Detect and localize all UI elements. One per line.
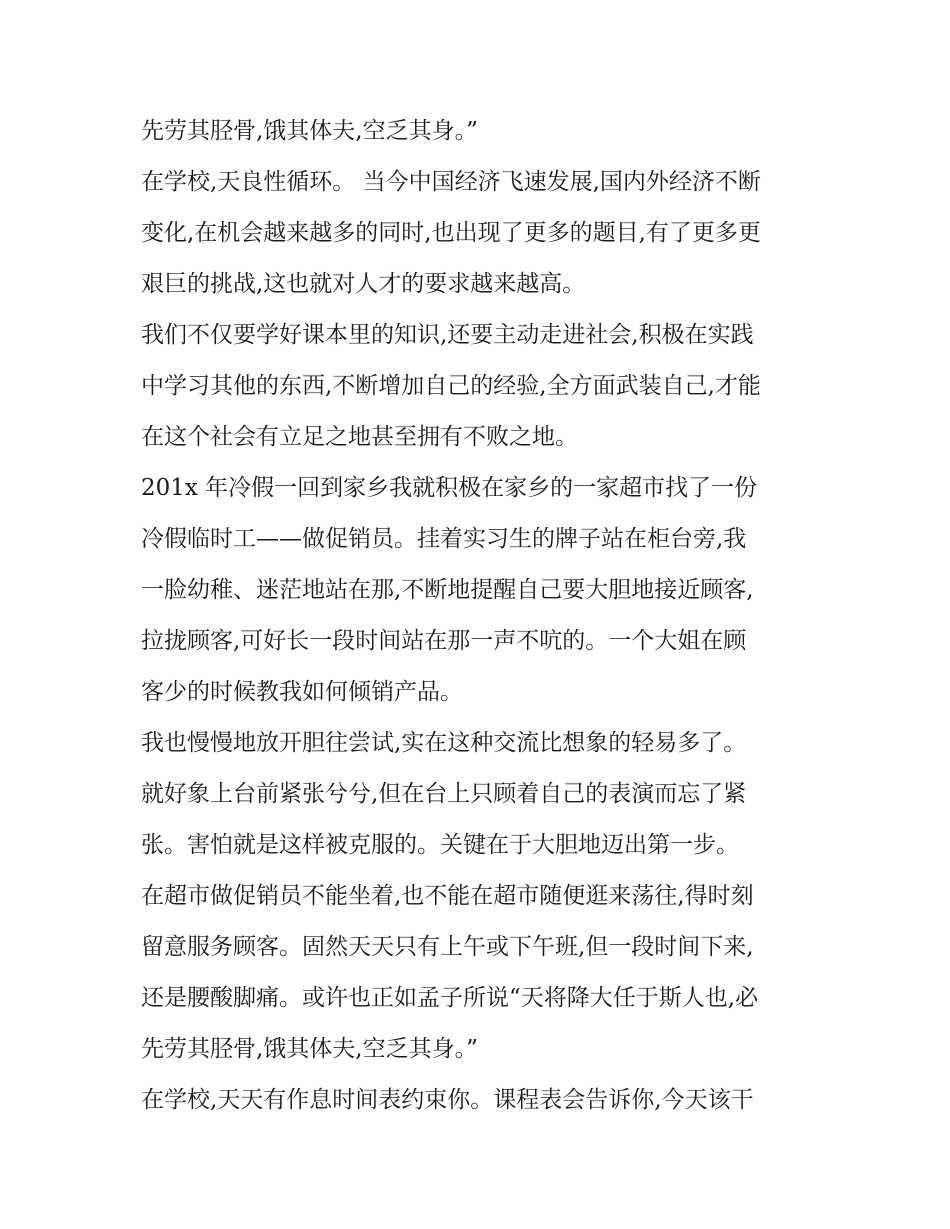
text-line: 拉拢顾客,可好长一段时间站在那一声不吭的。一个大姐在顾 bbox=[141, 628, 747, 654]
text-line: 留意服务顾客。固然天天只有上午或下午班,但一段时间下来, bbox=[141, 934, 754, 960]
text-line: 艰巨的挑战,这也就对人才的要求越来越高。 bbox=[141, 271, 586, 297]
text-line: 先劳其胫骨,饿其体夫,空乏其身。” bbox=[141, 118, 478, 144]
text-line: 在这个社会有立足之地甚至拥有不败之地。 bbox=[141, 424, 578, 450]
text-line: 客少的时候教我如何倾销产品。 bbox=[141, 679, 463, 705]
text-line: 201x 年冷假一回到家乡我就积极在家乡的一家超市找了一份 bbox=[141, 475, 758, 501]
text-line: 就好象上台前紧张兮兮,但在台上只顾着自己的表演而忘了紧 bbox=[141, 781, 747, 807]
text-line: 张。害怕就是这样被克服的。关键在于大胆地迈出第一步。 bbox=[141, 832, 739, 858]
text-line: 在学校,天天有作息时间表约束你。课程表会告诉你,今天该干 bbox=[141, 1087, 754, 1113]
text-line: 还是腰酸脚痛。或许也正如孟子所说“天将降大任于斯人也,必 bbox=[141, 985, 759, 1011]
text-line: 我也慢慢地放开胆往尝试,实在这种交流比想象的轻易多了。 bbox=[141, 730, 747, 756]
text-line: 在超市做促销员不能坐着,也不能在超市随便逛来荡往,得时刻 bbox=[141, 883, 754, 909]
text-line: 在学校,天良性循环。 当今中国经济飞速发展,国内外经济不断 bbox=[141, 169, 761, 195]
text-line: 一脸幼稚、迷茫地站在那,不断地提醒自己要大胆地接近顾客, bbox=[141, 577, 754, 603]
text-line: 中学习其他的东西,不断增加自己的经验,全方面武装自己,才能 bbox=[141, 373, 761, 399]
text-line: 先劳其胫骨,饿其体夫,空乏其身。” bbox=[141, 1036, 478, 1062]
text-line: 变化,在机会越来越多的同时,也出现了更多的题目,有了更多更 bbox=[141, 220, 761, 246]
text-line: 我们不仅要学好课本里的知识,还要主动走进社会,积极在实践 bbox=[141, 322, 754, 348]
text-line: 冷假临时工——做促销员。挂着实习生的牌子站在柜台旁,我 bbox=[141, 526, 747, 552]
document-body bbox=[141, 106, 821, 1126]
